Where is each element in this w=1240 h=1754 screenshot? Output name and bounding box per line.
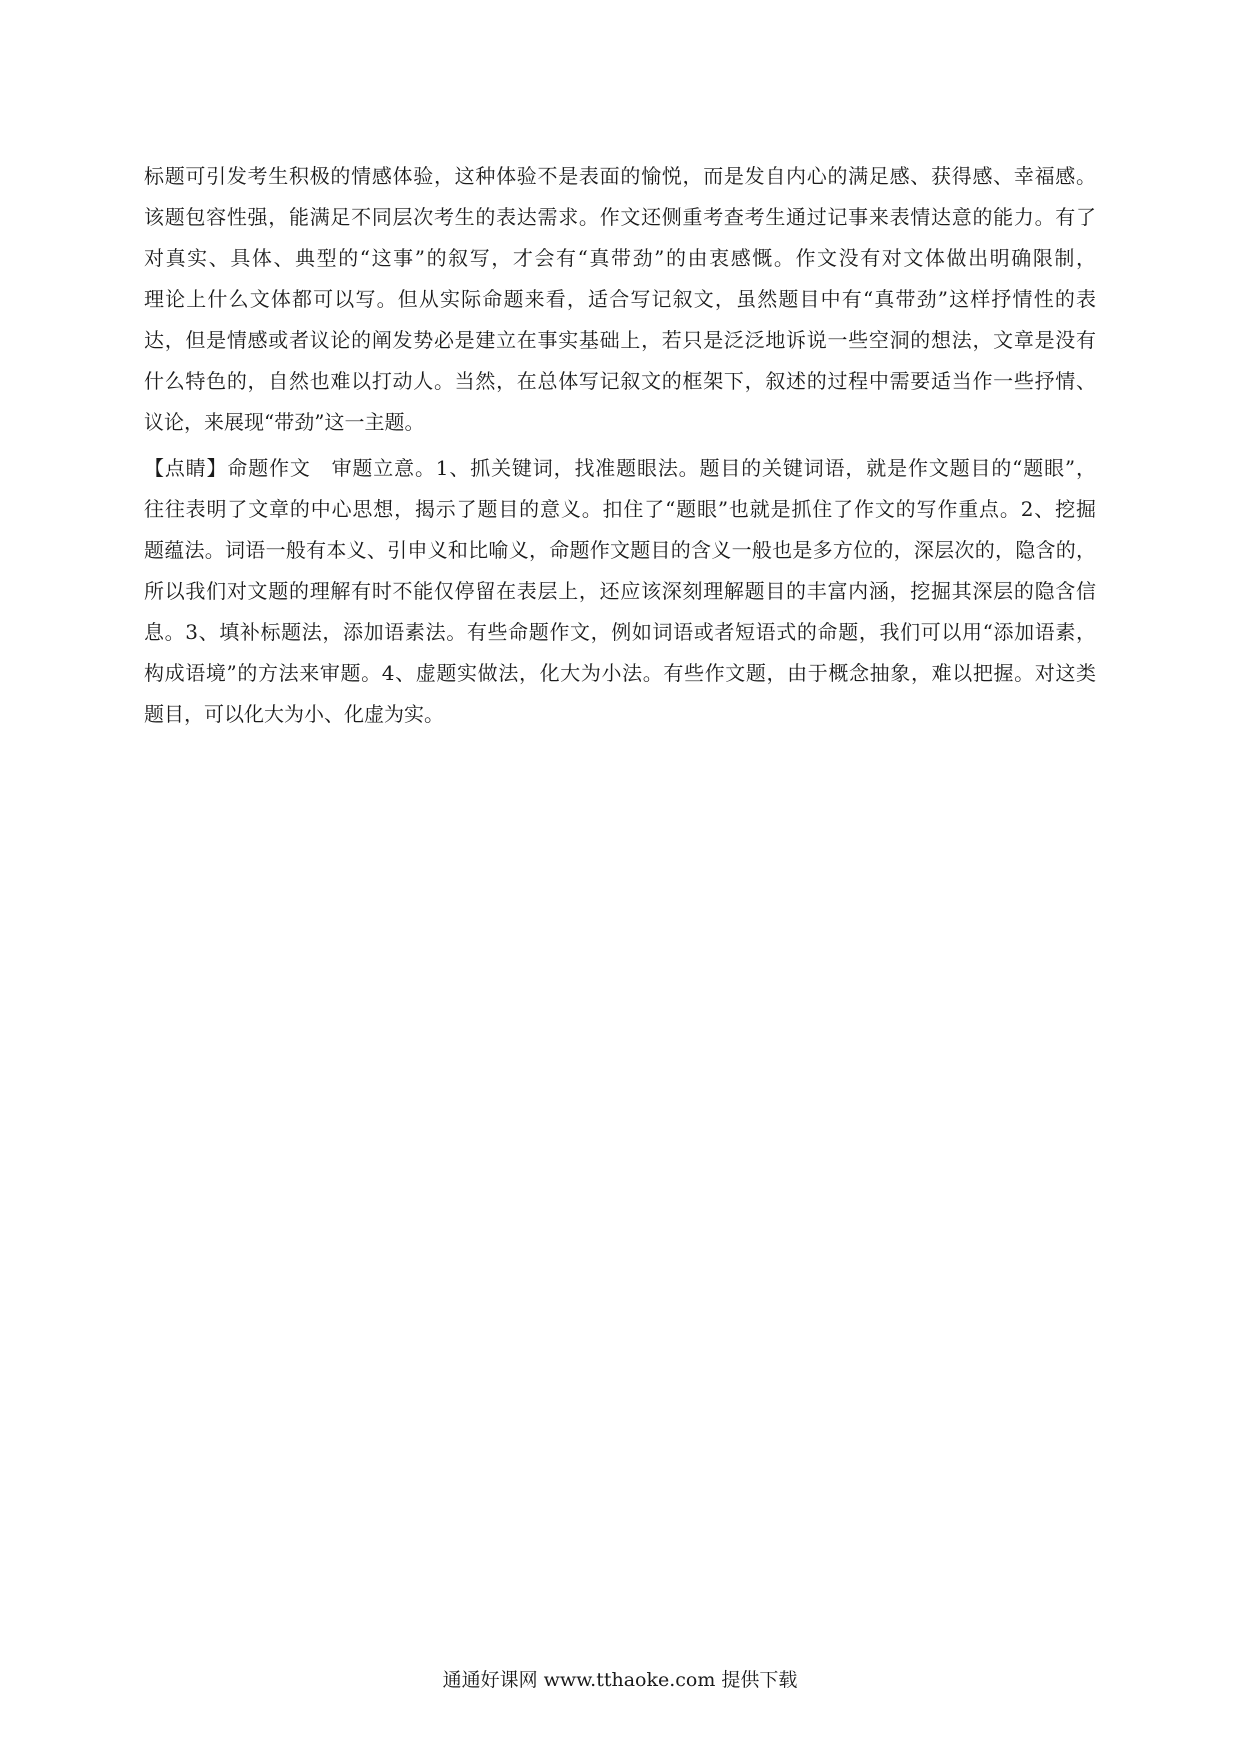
paragraph-line: 往往表明了文章的中心思想，揭示了题目的意义。扣住了“题眼”也就是抓住了作文的写作重点。2、挖掘 xyxy=(144,497,1096,521)
paragraph-line: 息。3、填补标题法，添加语素法。有些命题作文，例如词语或者短语式的命题，我们可以用“添加语素， xyxy=(144,620,1096,644)
paragraph-line: 所以我们对文题的理解有时不能仅停留在表层上，还应该深刻理解题目的丰富内涵，挖掘其深层的隐含信 xyxy=(144,579,1096,603)
paragraph-line: 达，但是情感或者议论的阐发势必是建立在事实基础上，若只是泛泛地诉说一些空洞的想法，文章是没有 xyxy=(144,328,1096,352)
paragraph-line: 【点睛】命题作文 审题立意。1、抓关键词，找准题眼法。题目的关键词语，就是作文题目的“题眼”， xyxy=(144,456,1096,480)
paragraph-key-points xyxy=(144,448,1096,735)
paragraph-line: 题蕴法。词语一般有本义、引申义和比喻义，命题作文题目的含义一般也是多方位的，深层次的，隐含的， xyxy=(144,538,1096,562)
paragraph-analysis xyxy=(144,156,1096,443)
paragraph-line: 标题可引发考生积极的情感体验，这种体验不是表面的愉悦，而是发自内心的满足感、获得感、幸福感。 xyxy=(144,164,1096,188)
paragraph-line: 该题包容性强，能满足不同层次考生的表达需求。作文还侧重考查考生通过记事来表情达意的能力。有了 xyxy=(144,205,1096,229)
paragraph-line: 构成语境”的方法来审题。4、虚题实做法，化大为小法。有些作文题，由于概念抽象，难以把握。对这类 xyxy=(144,661,1096,685)
paragraph-line: 理论上什么文体都可以写。但从实际命题来看，适合写记叙文，虽然题目中有“真带劲”这样抒情性的表 xyxy=(144,287,1096,311)
paragraph-line: 议论，来展现“带劲”这一主题。 xyxy=(144,410,425,434)
page-footer: 通通好课网 www.tthaoke.com 提供下载 xyxy=(442,1669,798,1691)
paragraph-line: 什么特色的，自然也难以打动人。当然，在总体写记叙文的框架下，叙述的过程中需要适当作一些抒情、 xyxy=(144,369,1096,393)
paragraph-line: 对真实、具体、典型的“这事”的叙写，才会有“真带劲”的由衷感慨。作文没有对文体做出明确限制， xyxy=(144,246,1096,270)
paragraph-line: 题目，可以化大为小、化虚为实。 xyxy=(144,702,444,726)
